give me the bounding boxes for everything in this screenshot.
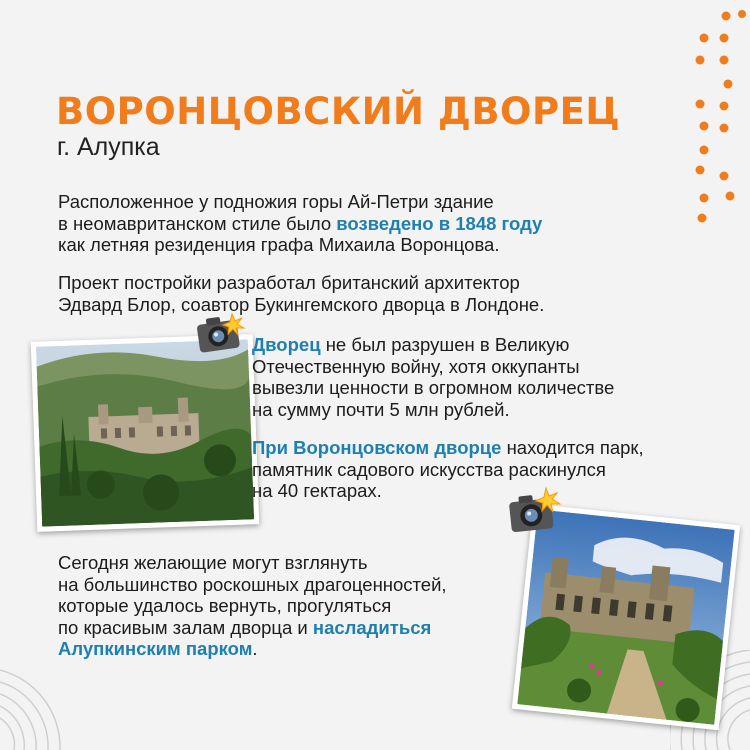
highlight-palace-park: При Воронцовском дворце [252,437,502,458]
text-line: на сумму почти 5 млн рублей. [252,398,510,420]
camera-icon [194,312,246,356]
text-line: Отечественную войну, хотя оккупанты [252,355,580,377]
palace-photo-1 [31,334,259,532]
paragraph-war [252,334,614,420]
text-line: вывезли ценности в огромном количестве [252,377,615,398]
highlight-alupka-park: Алупкинским парком [58,638,253,659]
orange-dots-decoration [690,10,750,230]
camera-icon [506,486,562,534]
text-line: как летняя резиденция графа Михаила Воронцова. [58,234,500,255]
highlight-enjoy: насладиться [312,616,432,638]
text-line: на 40 гектарах. [252,480,382,501]
text-line: Эдвард Блор, соавтор Букингемского дворца в Лондоне. [58,293,545,315]
paragraph-architect [58,272,544,315]
text-line: . [252,638,258,659]
text-line: находится парк, [501,437,644,458]
text-line: памятник садового искусства раскинулся [252,458,606,480]
text-line: не был разрушен в Великую [320,334,570,355]
text-line: по красивым залам дворца и [58,616,313,638]
text-line: в неомавританском стиле было [58,212,337,234]
arc-lines-decoration-left [0,660,70,750]
text-line: Расположенное у подножия горы Ай-Петри здание [58,191,494,212]
paragraph-today [58,552,447,660]
paragraph-park [252,437,644,502]
text-line: Сегодня желающие могут взглянуть [58,552,368,573]
text-line: на большинство роскошных драгоценностей, [58,573,447,595]
paragraph-history [58,191,542,256]
page-subtitle: г. Алупка [57,133,160,161]
text-line: которые удалось вернуть, прогуляться [58,595,392,616]
highlight-palace: Дворец [252,334,321,355]
text-line: Проект постройки разработал британский архитектор [58,272,520,293]
highlight-year: возведено в 1848 году [336,212,543,234]
page-title: ВОРОНЦОВСКИЙ ДВОРЕЦ [56,90,621,133]
palace-photo-2 [512,504,740,731]
